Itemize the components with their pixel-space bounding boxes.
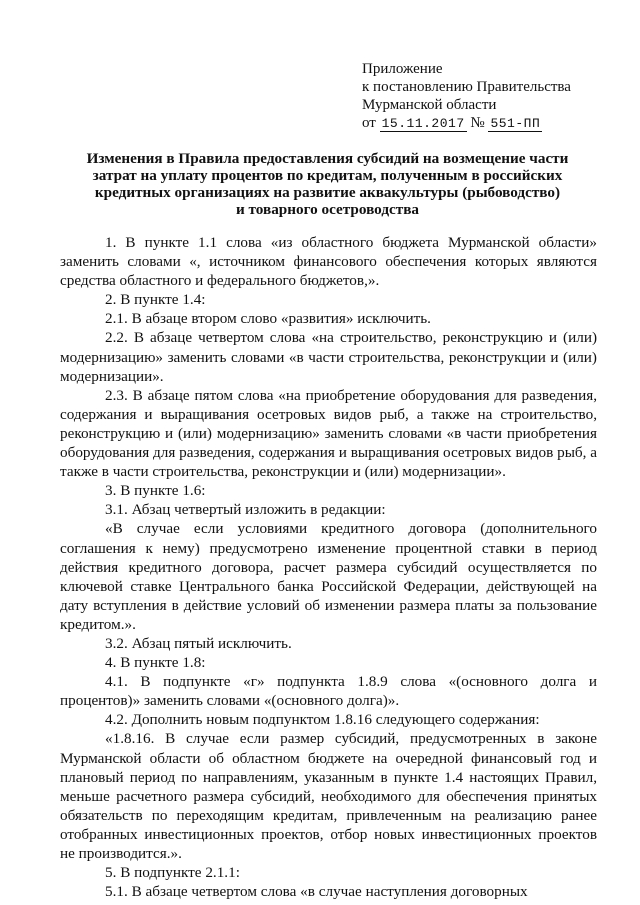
appendix-date-line [362, 114, 571, 133]
title-line: и товарного осетроводства [235, 201, 420, 218]
paragraph: 3.2. Абзац пятый исключить. [105, 634, 292, 652]
title-line: Изменения в Правила предоставления субсидий на возмещение части [86, 150, 569, 167]
title-line: затрат на уплату процентов по кредитам, полученным в российских [92, 167, 563, 184]
date-prefix: от [362, 115, 376, 131]
appendix-header [362, 60, 571, 133]
paragraph: 5.1. В абзаце четвертом слова «в случае наступления договорных [105, 883, 528, 901]
paragraph: «1.8.16. В случае если размер субсидий, предусмотренных в законе Мурманской области об областном бюджете на очередной финансовый год и плановый период по направлениям, указанным в пункте 1.4 настоящих Правил, меньше расчетного размера субсидий, необходимого для обеспечения принятых обязательств по переходящим кредитам, привлеченным на реализацию ранее отобранных инвестиционных проектов, отбор новых инвестиционных проектов не производится.». [60, 730, 597, 862]
document-date: 15.11.2017 [381, 116, 465, 131]
paragraph: «В случае если условиями кредитного договора (дополнительного соглашения к нему) предусмотрено изменение процентной ставки в период действия кредитного договора, расчет размера субсидий осуществляется по ключевой ставке Центрального банка Российской Федерации, действующей на дату вступления в действие условий об изменении размера платы за пользование кредитом.». [60, 520, 597, 633]
paragraph: 3. В пункте 1.6: [105, 482, 206, 500]
paragraph: 4.1. В подпункте «г» подпункта 1.8.9 слова «(основного долга и процентов)» заменить словами «(основного долга)». [60, 673, 597, 710]
paragraph: 2. В пункте 1.4: [105, 291, 206, 309]
paragraph: 1. В пункте 1.1 слова «из областного бюджета Мурманской области» заменить словами «, источником финансового обеспечения которых являются средства областного и федерального бюджетов,». [60, 234, 597, 290]
paragraph: 2.2. В абзаце четвертом слова «на строительство, реконструкцию и (или) модернизацию» заменить словами «в части строительства, реконструкции и (или) модернизации». [60, 329, 597, 385]
appendix-line: Мурманской области [362, 97, 497, 113]
appendix-line: Приложение [362, 61, 443, 77]
paragraph: 4. В пункте 1.8: [105, 654, 206, 672]
number-prefix: № [470, 115, 485, 131]
document-number: 551-ПП [490, 116, 541, 131]
document-body [60, 233, 597, 901]
paragraph: 5. В подпункте 2.1.1: [105, 864, 240, 882]
paragraph: 3.1. Абзац четвертый изложить в редакции: [105, 501, 386, 519]
document-title [60, 150, 595, 218]
appendix-line: к постановлению Правительства [362, 79, 571, 95]
paragraph: 4.2. Дополнить новым подпунктом 1.8.16 следующего содержания: [105, 711, 540, 729]
paragraph: 2.3. В абзаце пятом слова «на приобретение оборудования для разведения, содержания и выращивания осетровых видов рыб, а также на строительство, реконструкцию и (или) модернизацию» заменить словами «в части приобретения оборудования для разведения, содержания и выращивания осетровых видов рыб, а также в части строительства, реконструкции и (или) модернизации». [60, 386, 597, 481]
title-line: кредитных организациях на развитие аквакультуры (рыбоводство) [94, 184, 561, 201]
paragraph: 2.1. В абзаце втором слово «развития» исключить. [105, 310, 431, 328]
